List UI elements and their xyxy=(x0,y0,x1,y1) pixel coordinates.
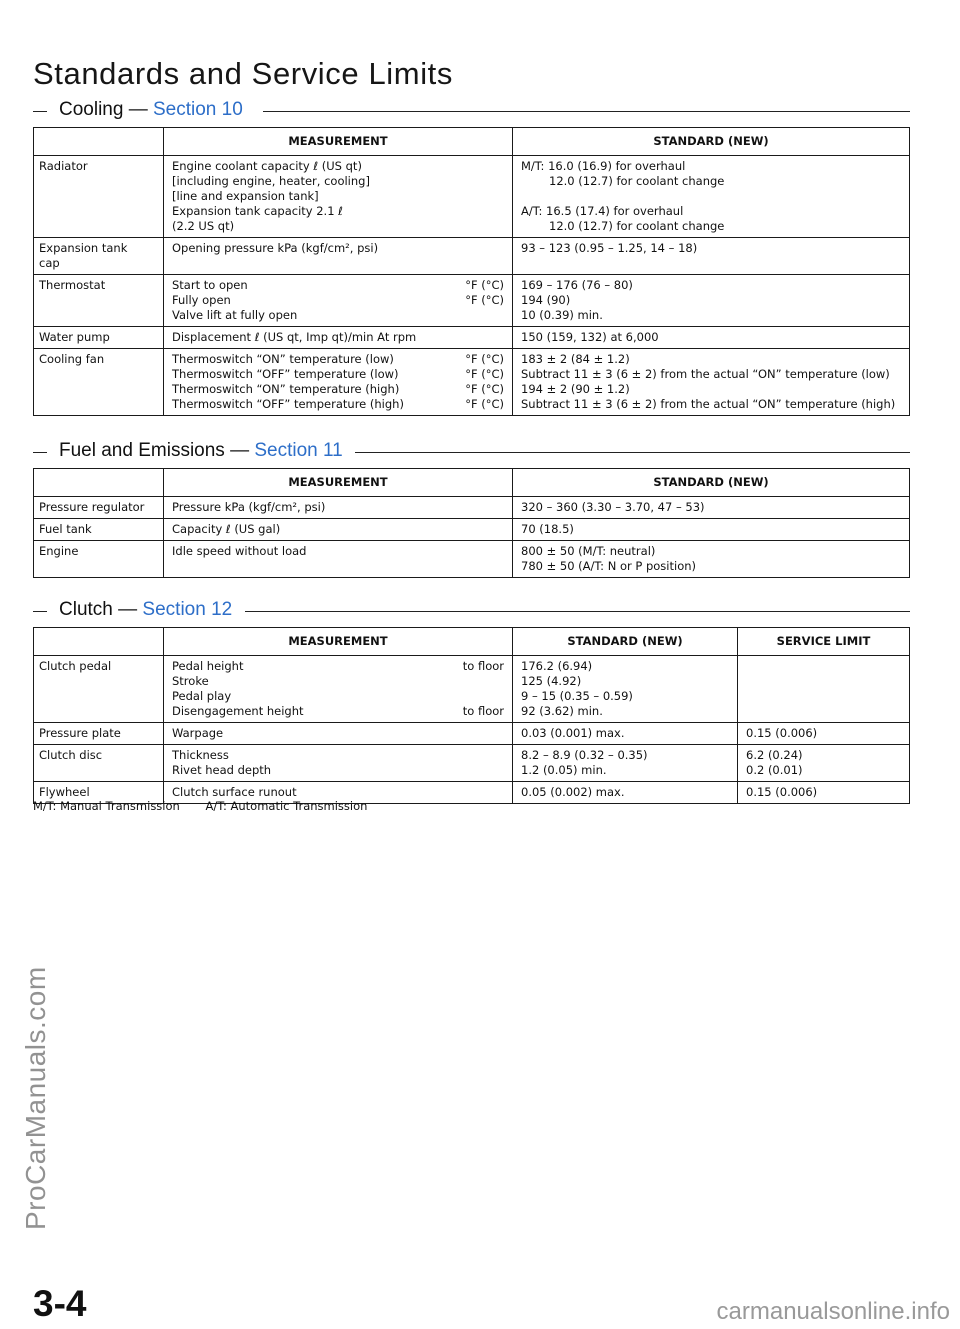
measurement-line xyxy=(172,174,504,189)
measurement-text: Thermoswitch “ON” temperature (high) xyxy=(172,382,400,396)
measurement-unit: °F (°C) xyxy=(465,382,504,396)
item-cell xyxy=(34,497,164,519)
measurement-text: (2.2 US qt) xyxy=(172,219,235,233)
measurement-unit: °F (°C) xyxy=(465,397,504,411)
measurement-text: Warpage xyxy=(172,726,224,740)
measurement-text: Disengagement height xyxy=(172,704,304,718)
standard-line xyxy=(521,189,901,204)
section-title: Fuel and Emissions — xyxy=(59,440,250,461)
page-number: 3-4 xyxy=(33,1283,87,1324)
table-row xyxy=(34,275,910,327)
header-standard: STANDARD (NEW) xyxy=(513,128,910,156)
item-cell xyxy=(34,745,164,782)
footnote-at: A/T: Automatic Transmission xyxy=(205,799,368,813)
measurement-text: Rivet head depth xyxy=(172,763,272,777)
standard-line: 194 (90) xyxy=(521,293,571,307)
measurement-text: Pressure kPa (kgf/cm², psi) xyxy=(172,500,326,514)
standard-cell xyxy=(513,656,738,723)
table-row xyxy=(34,156,910,238)
footnote xyxy=(33,799,367,813)
measurement-cell xyxy=(164,349,513,416)
measurement-line xyxy=(172,330,504,345)
standard-line: Subtract 11 ± 3 (6 ± 2) from the actual “ON” temperature (low) xyxy=(521,367,890,381)
item-cell xyxy=(34,156,164,238)
measurement-unit: °F (°C) xyxy=(465,367,504,381)
standard-cell xyxy=(513,745,738,782)
standard-cell xyxy=(513,519,910,541)
fuel-table xyxy=(33,468,910,578)
standard-line: 93 – 123 (0.95 – 1.25, 14 – 18) xyxy=(521,241,698,255)
measurement-line xyxy=(172,352,504,367)
item-label: Flywheel xyxy=(39,785,90,799)
measurement-line xyxy=(172,367,504,382)
watermark-bottom: carmanualsonline.info xyxy=(716,1298,950,1325)
item-label: Engine xyxy=(39,544,79,558)
header-blank xyxy=(34,469,164,497)
measurement-line xyxy=(172,293,504,308)
measurement-line xyxy=(172,219,504,234)
standard-line: 92 (3.62) min. xyxy=(521,704,603,718)
standard-cell xyxy=(513,275,910,327)
standard-line: 12.0 (12.7) for coolant change xyxy=(549,174,725,188)
measurement-text: Thermoswitch “ON” temperature (low) xyxy=(172,352,394,366)
section-link-11[interactable]: Section 11 xyxy=(254,440,343,461)
measurement-line xyxy=(172,785,504,800)
standard-cell xyxy=(513,238,910,275)
standard-line: 9 – 15 (0.35 – 0.59) xyxy=(521,689,633,703)
measurement-line xyxy=(172,189,504,204)
measurement-unit: °F (°C) xyxy=(465,278,504,292)
standard-line: 0.05 (0.002) max. xyxy=(521,785,625,799)
standard-cell xyxy=(513,327,910,349)
measurement-line xyxy=(172,674,504,689)
section-label xyxy=(59,440,351,462)
standard-line: M/T: 16.0 (16.9) for overhaul xyxy=(521,159,686,173)
footnote-mt: M/T: Manual Transmission xyxy=(33,799,180,813)
measurement-cell xyxy=(164,238,513,275)
measurement-line xyxy=(172,308,504,323)
measurement-text: Displacement ℓ (US qt, Imp qt)/min At rpm xyxy=(172,330,417,344)
measurement-cell xyxy=(164,519,513,541)
header-measurement: MEASUREMENT xyxy=(164,628,513,656)
table-row xyxy=(34,541,910,578)
section-link-10[interactable]: Section 10 xyxy=(153,99,243,120)
cooling-table xyxy=(33,127,910,416)
item-cell xyxy=(34,238,164,275)
measurement-text: Idle speed without load xyxy=(172,544,307,558)
standard-line: 125 (4.92) xyxy=(521,674,582,688)
measurement-unit: to floor xyxy=(462,704,504,718)
measurement-text: Stroke xyxy=(172,674,209,688)
watermark-vertical: ProCarManuals.com xyxy=(20,966,51,1230)
section-title: Cooling — xyxy=(59,99,148,120)
section-header-clutch xyxy=(33,599,910,625)
standard-line: 183 ± 2 (84 ± 1.2) xyxy=(521,352,630,366)
service-limit-line: 0.15 (0.006) xyxy=(746,785,818,799)
item-label: Cooling fan xyxy=(39,352,105,366)
table-row xyxy=(34,723,910,745)
item-label: Clutch pedal xyxy=(39,659,112,673)
rule xyxy=(33,452,47,453)
service-limit-line: 6.2 (0.24) xyxy=(746,748,803,762)
standard-cell xyxy=(513,349,910,416)
table-row xyxy=(34,519,910,541)
service-limit-line: 0.15 (0.006) xyxy=(746,726,818,740)
standard-line: Subtract 11 ± 3 (6 ± 2) from the actual “ON” temperature (high) xyxy=(521,397,896,411)
measurement-line xyxy=(172,241,504,256)
measurement-text: Engine coolant capacity ℓ (US qt) xyxy=(172,159,362,173)
measurement-line xyxy=(172,382,504,397)
standard-cell xyxy=(513,497,910,519)
measurement-line xyxy=(172,748,504,763)
measurement-text: Clutch surface runout xyxy=(172,785,297,799)
measurement-text: Thermoswitch “OFF” temperature (low) xyxy=(172,367,399,381)
table-row xyxy=(34,745,910,782)
item-label: Thermostat xyxy=(39,278,106,292)
item-label: Radiator xyxy=(39,159,88,173)
clutch-table xyxy=(33,627,910,804)
standard-line: 70 (18.5) xyxy=(521,522,574,536)
header-service-limit: SERVICE LIMIT xyxy=(738,628,910,656)
item-label: cap xyxy=(39,256,60,270)
rule xyxy=(245,611,910,612)
measurement-text: Thickness xyxy=(172,748,229,762)
measurement-unit: °F (°C) xyxy=(465,352,504,366)
item-cell xyxy=(34,656,164,723)
standard-line: 169 – 176 (76 – 80) xyxy=(521,278,633,292)
standard-line: 1.2 (0.05) min. xyxy=(521,763,607,777)
standard-cell xyxy=(513,156,910,238)
measurement-line xyxy=(172,397,504,412)
item-cell xyxy=(34,519,164,541)
header-measurement: MEASUREMENT xyxy=(164,128,513,156)
item-cell xyxy=(34,327,164,349)
measurement-cell xyxy=(164,497,513,519)
item-label: Water pump xyxy=(39,330,110,344)
measurement-line xyxy=(172,500,504,515)
measurement-cell xyxy=(164,275,513,327)
standard-line: 0.03 (0.001) max. xyxy=(521,726,625,740)
standard-line: A/T: 16.5 (17.4) for overhaul xyxy=(521,204,684,218)
measurement-unit: to floor xyxy=(462,659,504,673)
measurement-cell xyxy=(164,656,513,723)
measurement-unit: °F (°C) xyxy=(465,293,504,307)
service-limit-line: 0.2 (0.01) xyxy=(746,763,803,777)
standard-line: 194 ± 2 (90 ± 1.2) xyxy=(521,382,630,396)
table-row xyxy=(34,656,910,723)
measurement-text: Fully open xyxy=(172,293,231,307)
standard-line: 10 (0.39) min. xyxy=(521,308,603,322)
measurement-line xyxy=(172,544,504,559)
measurement-line xyxy=(172,726,504,741)
table-row xyxy=(34,238,910,275)
standard-cell xyxy=(513,541,910,578)
item-label: Pressure plate xyxy=(39,726,121,740)
item-cell xyxy=(34,541,164,578)
header-blank xyxy=(34,628,164,656)
rule xyxy=(355,452,910,453)
measurement-cell xyxy=(164,745,513,782)
measurement-cell xyxy=(164,723,513,745)
section-label xyxy=(59,599,240,621)
item-label: Expansion tank xyxy=(39,241,128,255)
measurement-text: Expansion tank capacity 2.1 ℓ xyxy=(172,204,343,218)
standard-line: 176.2 (6.94) xyxy=(521,659,593,673)
standard-line: 150 (159, 132) at 6,000 xyxy=(521,330,659,344)
standard-line: 780 ± 50 (A/T: N or P position) xyxy=(521,559,697,573)
table-header-row xyxy=(34,469,910,497)
section-link-12[interactable]: Section 12 xyxy=(142,599,233,620)
table-header-row xyxy=(34,128,910,156)
item-cell xyxy=(34,349,164,416)
item-cell xyxy=(34,275,164,327)
standard-cell xyxy=(513,723,738,745)
section-header-fuel xyxy=(33,440,910,466)
rule xyxy=(33,611,47,612)
measurement-cell xyxy=(164,541,513,578)
measurement-line xyxy=(172,763,504,778)
measurement-text: Start to open xyxy=(172,278,248,292)
measurement-text: [including engine, heater, cooling] xyxy=(172,174,370,188)
measurement-text: Capacity ℓ (US gal) xyxy=(172,522,281,536)
table-header-row xyxy=(34,628,910,656)
header-measurement: MEASUREMENT xyxy=(164,469,513,497)
section-header-cooling xyxy=(33,99,910,125)
standard-cell xyxy=(513,782,738,804)
measurement-text: Pedal play xyxy=(172,689,232,703)
measurement-text: [line and expansion tank] xyxy=(172,189,319,203)
table-row xyxy=(34,349,910,416)
header-blank xyxy=(34,128,164,156)
measurement-line xyxy=(172,659,504,674)
section-title: Clutch — xyxy=(59,599,138,620)
service-limit-cell xyxy=(738,782,910,804)
measurement-line xyxy=(172,204,504,219)
measurement-text: Valve lift at fully open xyxy=(172,308,298,322)
measurement-text: Opening pressure kPa (kgf/cm², psi) xyxy=(172,241,379,255)
item-label: Clutch disc xyxy=(39,748,103,762)
header-standard: STANDARD (NEW) xyxy=(513,469,910,497)
measurement-line xyxy=(172,278,504,293)
measurement-line xyxy=(172,689,504,704)
measurement-line xyxy=(172,704,504,719)
service-limit-cell xyxy=(738,723,910,745)
measurement-cell xyxy=(164,156,513,238)
item-label: Pressure regulator xyxy=(39,500,145,514)
table-row xyxy=(34,497,910,519)
section-label xyxy=(59,99,251,121)
standard-line: 8.2 – 8.9 (0.32 – 0.35) xyxy=(521,748,648,762)
measurement-line xyxy=(172,159,504,174)
rule xyxy=(33,111,47,112)
standard-line: 800 ± 50 (M/T: neutral) xyxy=(521,544,656,558)
measurement-text: Pedal height xyxy=(172,659,244,673)
header-standard: STANDARD (NEW) xyxy=(513,628,738,656)
rule xyxy=(263,111,910,112)
service-limit-cell xyxy=(738,656,910,723)
page-title: Standards and Service Limits xyxy=(33,56,453,91)
item-label: Fuel tank xyxy=(39,522,92,536)
standard-line: 320 – 360 (3.30 – 3.70, 47 – 53) xyxy=(521,500,705,514)
standard-line: 12.0 (12.7) for coolant change xyxy=(549,219,725,233)
measurement-line xyxy=(172,522,504,537)
item-cell xyxy=(34,723,164,745)
table-row xyxy=(34,327,910,349)
measurement-cell xyxy=(164,327,513,349)
measurement-text: Thermoswitch “OFF” temperature (high) xyxy=(172,397,404,411)
service-limit-cell xyxy=(738,745,910,782)
